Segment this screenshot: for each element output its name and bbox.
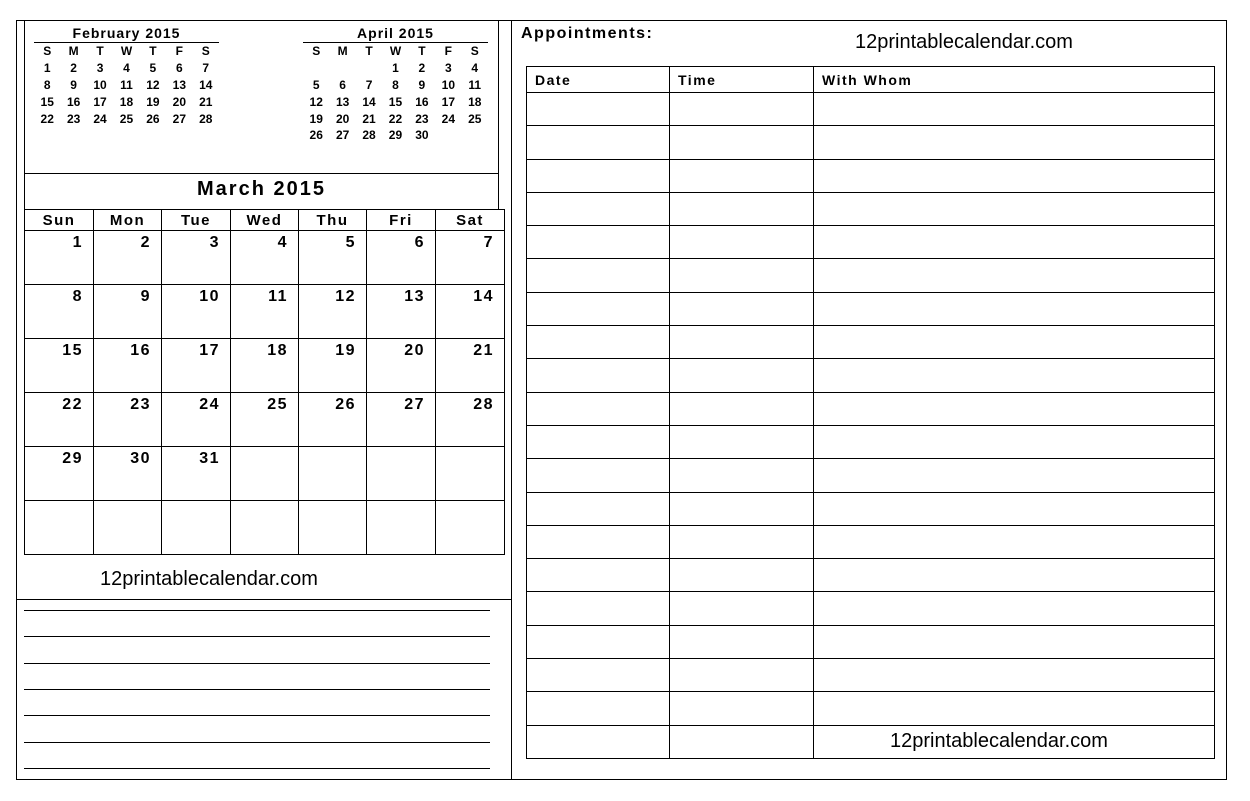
- weekday-header: Wed: [231, 210, 299, 231]
- day-cell: 1: [392, 61, 399, 76]
- appointment-cell[interactable]: [670, 592, 814, 625]
- day-cell: 5: [149, 61, 157, 76]
- weekday-header: Mon: [94, 210, 162, 231]
- day-cell: 16: [94, 339, 162, 393]
- day-cell: 4: [231, 231, 299, 285]
- weekday-header: T: [365, 44, 373, 59]
- day-cell: 1: [43, 61, 51, 76]
- weekday-header: S: [43, 44, 52, 59]
- appointment-cell[interactable]: [814, 192, 1215, 225]
- weekday-header: Thu: [299, 210, 367, 231]
- table-row: [527, 326, 1215, 359]
- day-cell: 3: [162, 231, 231, 285]
- appointment-cell[interactable]: [670, 692, 814, 725]
- day-cell: 10: [441, 77, 455, 92]
- day-cell: [231, 447, 299, 501]
- appointment-cell[interactable]: [814, 692, 1215, 725]
- appointment-cell[interactable]: [814, 625, 1215, 658]
- day-cell: 21: [436, 339, 505, 393]
- appointments-table: [526, 66, 1215, 759]
- appointment-cell[interactable]: [814, 492, 1215, 525]
- appointment-cell[interactable]: [814, 292, 1215, 325]
- mini-calendar-grid: [34, 43, 219, 127]
- appointment-cell[interactable]: [527, 192, 670, 225]
- weekday-header: Tue: [162, 210, 231, 231]
- weekday-header: M: [68, 44, 79, 59]
- appointment-cell[interactable]: [670, 226, 814, 259]
- day-cell: [299, 447, 367, 501]
- weekday-header: Fri: [367, 210, 436, 231]
- main-calendar-grid: [24, 209, 505, 555]
- appointment-cell[interactable]: [670, 326, 814, 359]
- day-cell: 17: [93, 94, 107, 109]
- day-cell: 13: [172, 77, 186, 92]
- day-cell: 15: [40, 94, 54, 109]
- day-cell: 11: [231, 285, 299, 339]
- day-cell: 9: [418, 77, 426, 92]
- day-cell: 16: [66, 94, 81, 109]
- table-row: [527, 126, 1215, 159]
- day-cell: 7: [365, 77, 373, 92]
- weekday-header: S: [470, 44, 479, 59]
- appointment-cell[interactable]: [527, 559, 670, 592]
- appointment-cell[interactable]: [814, 259, 1215, 292]
- table-row: [527, 459, 1215, 492]
- day-cell: [25, 501, 94, 555]
- day-cell: 8: [43, 77, 51, 92]
- appointment-cell[interactable]: [814, 525, 1215, 558]
- appointment-cell[interactable]: [670, 425, 814, 458]
- day-cell: 27: [335, 128, 350, 143]
- mini-calendar-april: [303, 25, 488, 144]
- table-row: [527, 492, 1215, 525]
- weekday-header: S: [201, 44, 210, 59]
- day-cell: 8: [392, 77, 399, 92]
- day-cell: 11: [468, 77, 482, 92]
- appointment-cell[interactable]: [527, 725, 670, 758]
- day-cell: 26: [299, 393, 367, 447]
- notes-divider: [16, 599, 511, 600]
- appointment-cell[interactable]: [527, 93, 670, 126]
- appointment-cell[interactable]: [670, 525, 814, 558]
- weekday-header: F: [175, 44, 183, 59]
- day-cell: 31: [162, 447, 231, 501]
- appointment-cell[interactable]: [670, 625, 814, 658]
- day-cell: 22: [25, 393, 94, 447]
- weekday-header: M: [337, 44, 348, 59]
- appointment-cell[interactable]: [527, 625, 670, 658]
- appointment-cell[interactable]: [814, 159, 1215, 192]
- day-cell: 5: [299, 231, 367, 285]
- table-row: [527, 226, 1215, 259]
- column-header: Date: [527, 67, 670, 93]
- day-cell: [435, 127, 461, 144]
- appointment-cell[interactable]: [527, 359, 670, 392]
- appointment-cell[interactable]: [814, 559, 1215, 592]
- day-cell: [94, 501, 162, 555]
- appointment-cell[interactable]: [527, 292, 670, 325]
- day-cell: 25: [468, 111, 482, 126]
- day-cell: 12: [299, 285, 367, 339]
- day-cell: 20: [172, 94, 186, 109]
- day-cell: 12: [146, 77, 160, 92]
- day-cell: [436, 501, 505, 555]
- day-cell: 10: [162, 285, 231, 339]
- appointment-cell[interactable]: [670, 259, 814, 292]
- appointment-cell[interactable]: [814, 93, 1215, 126]
- appointment-cell[interactable]: [670, 559, 814, 592]
- mini-calendar-title: April 2015: [303, 25, 488, 43]
- appointment-cell[interactable]: [527, 126, 670, 159]
- appointment-cell[interactable]: [527, 459, 670, 492]
- appointment-cell[interactable]: [527, 525, 670, 558]
- appointment-cell[interactable]: [670, 292, 814, 325]
- appointment-cell[interactable]: [527, 692, 670, 725]
- appointment-cell[interactable]: [814, 126, 1215, 159]
- day-cell: 29: [25, 447, 94, 501]
- day-cell: 21: [362, 111, 376, 126]
- website-watermark: 12printablecalendar.com: [890, 730, 1108, 752]
- column-header: Time: [670, 67, 814, 93]
- day-cell: 8: [25, 285, 94, 339]
- weekday-header: T: [96, 44, 104, 59]
- day-cell: 10: [93, 77, 107, 92]
- day-cell: 14: [362, 94, 376, 109]
- day-cell: 6: [175, 61, 183, 76]
- appointment-cell[interactable]: [670, 93, 814, 126]
- day-cell: 20: [335, 111, 350, 126]
- appointment-cell[interactable]: [814, 659, 1215, 692]
- appointment-cell[interactable]: [814, 226, 1215, 259]
- weekday-header: T: [149, 44, 157, 59]
- table-row: [527, 359, 1215, 392]
- day-cell: 16: [415, 94, 429, 109]
- weekday-header: Sat: [436, 210, 505, 231]
- day-cell: 24: [441, 111, 455, 126]
- website-watermark: 12printablecalendar.com: [855, 31, 1073, 53]
- table-row: [527, 93, 1215, 126]
- center-divider: [511, 20, 512, 780]
- note-line: [24, 742, 490, 743]
- day-cell: 15: [388, 94, 403, 109]
- day-cell: [299, 501, 367, 555]
- appointment-cell[interactable]: [670, 492, 814, 525]
- day-cell: 13: [335, 94, 350, 109]
- appointment-cell[interactable]: [527, 259, 670, 292]
- table-row: [527, 592, 1215, 625]
- day-cell: 19: [299, 339, 367, 393]
- appointment-cell[interactable]: [670, 359, 814, 392]
- table-row: [527, 425, 1215, 458]
- day-cell: 20: [367, 339, 436, 393]
- appointment-cell[interactable]: [527, 492, 670, 525]
- note-line: [24, 768, 490, 769]
- appointment-cell[interactable]: [814, 326, 1215, 359]
- day-cell: 19: [146, 94, 160, 109]
- note-line: [24, 689, 490, 690]
- table-row: [527, 692, 1215, 725]
- weekday-header: S: [312, 44, 321, 59]
- column-header: With Whom: [814, 67, 1215, 93]
- appointment-cell[interactable]: [814, 359, 1215, 392]
- day-cell: 6: [367, 231, 436, 285]
- day-cell: 13: [367, 285, 436, 339]
- day-cell: 14: [436, 285, 505, 339]
- day-cell: 12: [309, 94, 323, 109]
- day-cell: 7: [436, 231, 505, 285]
- day-cell: 30: [415, 128, 429, 143]
- appointment-cell[interactable]: [527, 326, 670, 359]
- appointment-cell[interactable]: [814, 392, 1215, 425]
- appointment-cell[interactable]: [670, 459, 814, 492]
- table-row: [527, 559, 1215, 592]
- day-cell: 14: [199, 77, 213, 92]
- website-watermark: 12printablecalendar.com: [100, 568, 318, 590]
- day-cell: [367, 447, 436, 501]
- day-cell: [162, 501, 231, 555]
- weekday-header: W: [389, 44, 402, 59]
- day-cell: 28: [199, 111, 213, 126]
- note-line: [24, 715, 490, 716]
- day-cell: [356, 60, 382, 77]
- day-cell: 25: [231, 393, 299, 447]
- day-cell: [462, 127, 488, 144]
- day-cell: 24: [162, 393, 231, 447]
- day-cell: 2: [70, 61, 77, 76]
- day-cell: 23: [94, 393, 162, 447]
- weekday-header: F: [444, 44, 452, 59]
- day-cell: 25: [119, 111, 134, 126]
- day-cell: 15: [25, 339, 94, 393]
- day-cell: 17: [441, 94, 455, 109]
- day-cell: 26: [146, 111, 160, 126]
- appointment-cell[interactable]: [670, 392, 814, 425]
- day-cell: 26: [309, 128, 323, 143]
- day-cell: 1: [25, 231, 94, 285]
- day-cell: 9: [70, 77, 77, 92]
- appointment-cell[interactable]: [814, 459, 1215, 492]
- appointment-cell[interactable]: [670, 159, 814, 192]
- day-cell: 29: [388, 128, 403, 143]
- appointment-cell[interactable]: [670, 192, 814, 225]
- appointments-label: Appointments:: [521, 25, 654, 42]
- note-line: [24, 636, 490, 637]
- day-cell: 3: [96, 61, 104, 76]
- appointment-cell[interactable]: [670, 126, 814, 159]
- weekday-header: T: [418, 44, 426, 59]
- table-row: [527, 525, 1215, 558]
- table-row: [527, 192, 1215, 225]
- day-cell: 27: [367, 393, 436, 447]
- day-cell: 24: [93, 111, 107, 126]
- appointment-cell[interactable]: [527, 592, 670, 625]
- day-cell: 4: [123, 61, 130, 76]
- day-cell: 2: [94, 231, 162, 285]
- day-cell: 18: [231, 339, 299, 393]
- day-cell: [436, 447, 505, 501]
- table-row: [527, 625, 1215, 658]
- appointment-cell[interactable]: [527, 425, 670, 458]
- day-cell: 3: [444, 61, 452, 76]
- day-cell: 5: [312, 77, 320, 92]
- day-cell: [367, 501, 436, 555]
- appointment-cell[interactable]: [814, 425, 1215, 458]
- appointment-cell[interactable]: [670, 725, 814, 758]
- appointment-cell[interactable]: [527, 226, 670, 259]
- weekday-header: W: [120, 44, 133, 59]
- day-cell: 22: [388, 111, 403, 126]
- day-cell: [231, 501, 299, 555]
- table-row: [527, 259, 1215, 292]
- weekday-header: Sun: [25, 210, 94, 231]
- mini-calendar-grid: [303, 43, 488, 144]
- day-cell: 2: [418, 61, 426, 76]
- day-cell: 19: [309, 111, 323, 126]
- appointment-cell[interactable]: [527, 159, 670, 192]
- day-cell: 22: [40, 111, 54, 126]
- note-line: [24, 663, 490, 664]
- table-row: [527, 659, 1215, 692]
- day-cell: 23: [66, 111, 81, 126]
- main-calendar-title: March 2015: [197, 178, 326, 200]
- appointment-cell[interactable]: [527, 659, 670, 692]
- table-row: [527, 725, 1215, 758]
- day-cell: 23: [415, 111, 429, 126]
- day-cell: 18: [468, 94, 482, 109]
- day-cell: 17: [162, 339, 231, 393]
- appointment-cell[interactable]: [527, 392, 670, 425]
- day-cell: [329, 60, 355, 77]
- day-cell: 27: [172, 111, 186, 126]
- table-row: [527, 292, 1215, 325]
- table-row: [527, 159, 1215, 192]
- day-cell: [303, 60, 329, 77]
- day-cell: 4: [471, 61, 479, 76]
- appointment-cell[interactable]: [670, 659, 814, 692]
- day-cell: 18: [119, 94, 134, 109]
- day-cell: 21: [199, 94, 213, 109]
- day-cell: 9: [94, 285, 162, 339]
- day-cell: 30: [94, 447, 162, 501]
- appointment-cell[interactable]: [814, 592, 1215, 625]
- day-cell: 7: [202, 61, 210, 76]
- day-cell: 28: [362, 128, 376, 143]
- day-cell: 28: [436, 393, 505, 447]
- day-cell: 6: [339, 77, 346, 92]
- mini-calendar-title: February 2015: [34, 25, 219, 43]
- mini-calendar-february: [34, 25, 219, 127]
- note-line: [24, 610, 490, 611]
- table-row: [527, 392, 1215, 425]
- day-cell: 11: [120, 77, 133, 92]
